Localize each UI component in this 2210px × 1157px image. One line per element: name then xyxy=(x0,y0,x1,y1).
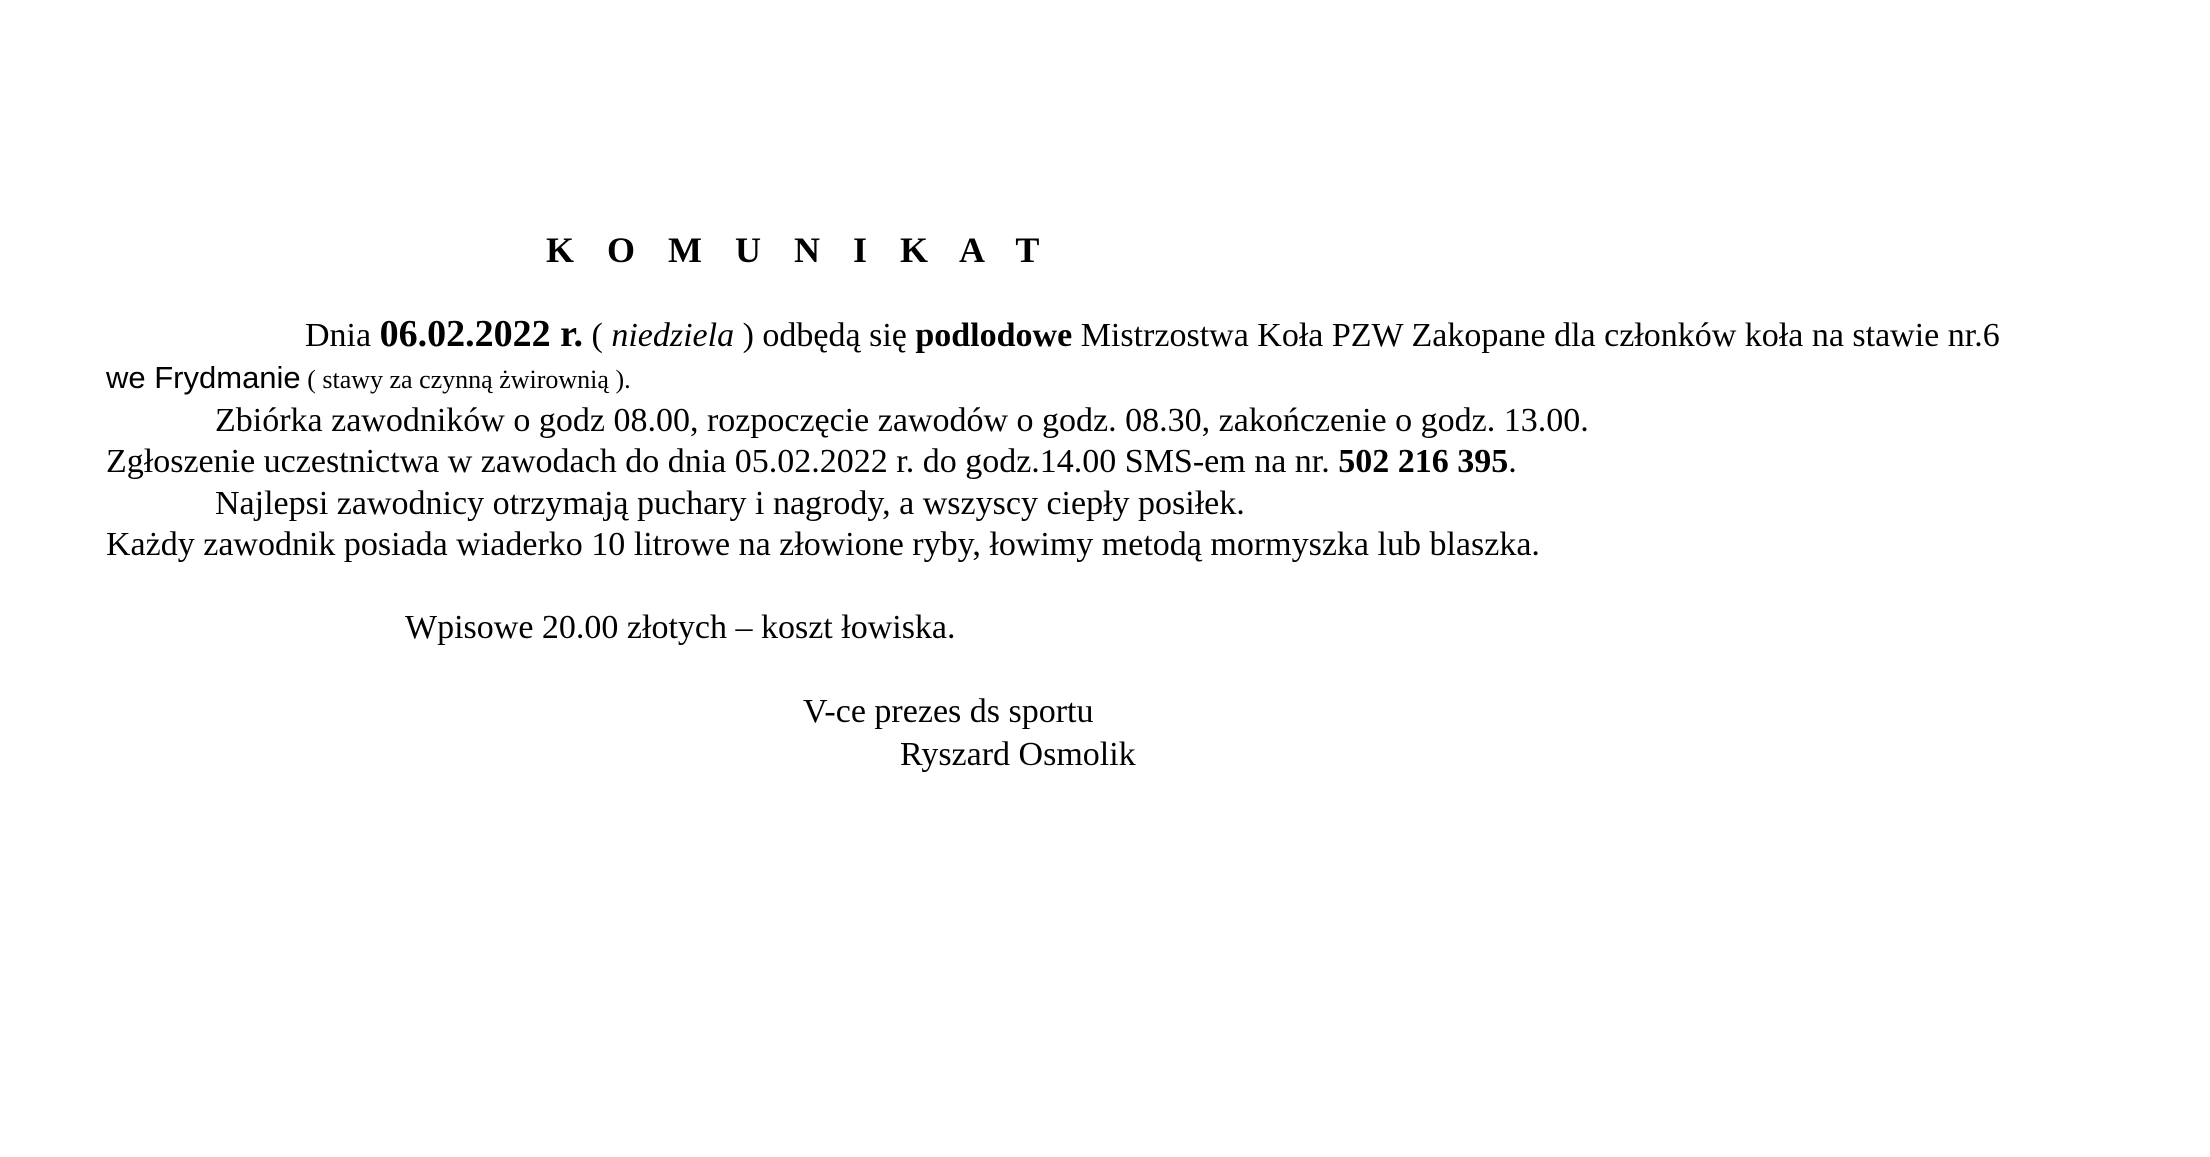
event-weekday: niedziela xyxy=(611,317,735,354)
signature-name: Ryszard Osmolik xyxy=(900,736,1136,773)
rules-line: Każdy zawodnik posiada wiaderko 10 litrowe na złowione ryby, łowimy metodą mormyszka lub blaszka. xyxy=(106,526,1540,563)
announcement-line-1 xyxy=(305,314,2000,356)
registration-text: Zgłoszenie uczestnictwa w zawodach do dnia 05.02.2022 r. do godz.14.00 SMS-em na nr. xyxy=(106,443,1339,480)
emphasized-word: podlodowe xyxy=(915,317,1073,354)
event-date: 06.02.2022 r. xyxy=(379,313,583,355)
announcement-line-2 xyxy=(106,358,631,400)
text-segment: . xyxy=(1508,443,1517,480)
prizes-line: Najlepsi zawodnicy otrzymają puchary i nagrody, a wszyscy ciepły posiłek. xyxy=(215,485,1245,522)
registration-line xyxy=(106,442,1517,482)
entry-fee-line: Wpisowe 20.00 złotych – koszt łowiska. xyxy=(405,609,956,646)
phone-number: 502 216 395 xyxy=(1338,443,1509,480)
location-text: we Frydmanie xyxy=(106,360,301,395)
text-segment: Dnia xyxy=(305,317,380,354)
assembly-schedule-line: Zbiórka zawodników o godz 08.00, rozpoczęcie zawodów o godz. 08.30, zakończenie o godz. 13.00. xyxy=(215,402,1589,439)
text-segment: Mistrzostwa Koła PZW Zakopane dla członków koła na stawie nr.6 xyxy=(1072,317,2000,354)
signature-role: V-ce prezes ds sportu xyxy=(803,693,1094,730)
text-segment: ( xyxy=(582,317,612,354)
text-segment: ) odbędą się xyxy=(734,317,916,354)
location-note: ( stawy za czynną żwirownią ). xyxy=(300,365,631,394)
document-title: K O M U N I K A T xyxy=(546,230,1052,270)
